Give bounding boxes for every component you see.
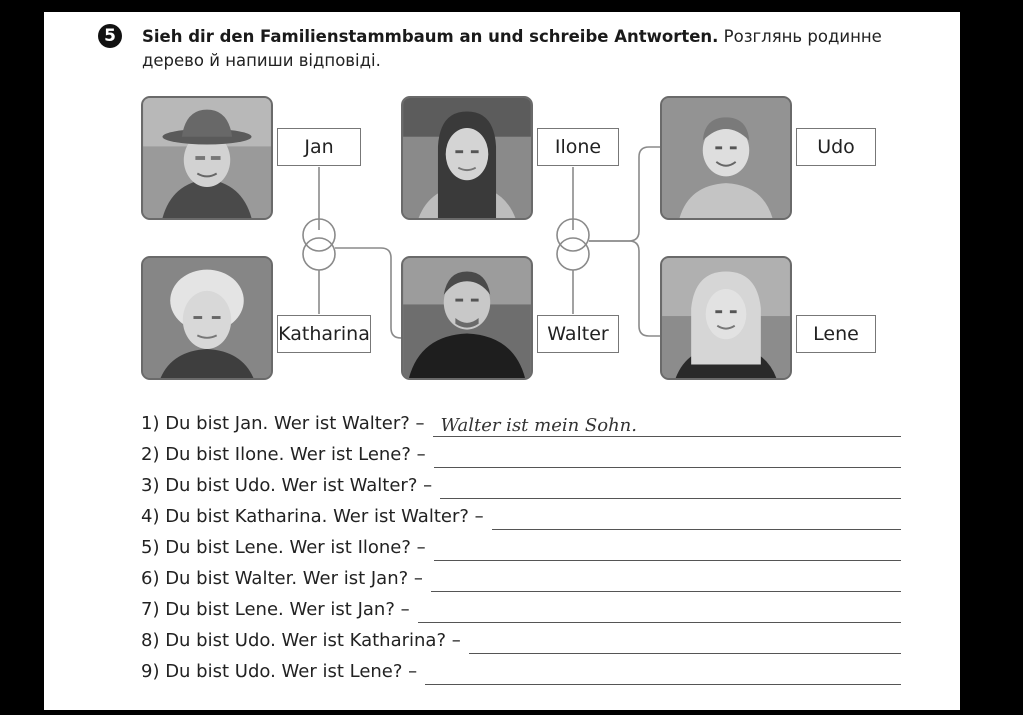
question-row: [141, 654, 901, 685]
answer-line[interactable]: [469, 631, 901, 654]
girl-blonde-image: [662, 258, 790, 378]
task-number-badge: 5: [98, 24, 122, 48]
question-text: 7) Du bist Lene. Wer ist Jan? –: [141, 599, 410, 620]
question-row: [141, 530, 901, 561]
old-man-with-hat-image: [143, 98, 271, 218]
man-dark-sweater-image: [403, 258, 531, 378]
question-text: 9) Du bist Udo. Wer ist Lene? –: [141, 661, 418, 682]
photo-walter: [401, 256, 533, 380]
question-row: [141, 437, 901, 468]
question-list: [141, 406, 901, 685]
name-label-ilone: Ilone: [537, 128, 619, 166]
answer-line[interactable]: [434, 538, 901, 561]
answer-line[interactable]: [440, 476, 901, 499]
handwritten-answer: Walter ist mein Sohn.: [440, 415, 637, 436]
instruction-german: Sieh dir den Familienstammbaum an und schreibe Antworten.: [142, 27, 719, 46]
photo-jan: [141, 96, 273, 220]
question-text: 8) Du bist Udo. Wer ist Katharina? –: [141, 630, 461, 651]
question-row: [141, 406, 901, 437]
name-label-walter: Walter: [537, 315, 619, 353]
photo-katharina: [141, 256, 273, 380]
question-row: [141, 623, 901, 654]
question-text: 2) Du bist Ilone. Wer ist Lene? –: [141, 444, 426, 465]
worksheet-page: [44, 12, 960, 710]
name-label-udo: Udo: [796, 128, 876, 166]
instruction-ukrainian: Розглянь родинне дерево й напиши відповіді.: [142, 27, 882, 70]
answer-line[interactable]: [434, 445, 901, 468]
question-row: [141, 561, 901, 592]
answer-line[interactable]: [431, 569, 901, 592]
photo-lene: [660, 256, 792, 380]
boy-image: [662, 98, 790, 218]
question-text: 4) Du bist Katharina. Wer ist Walter? –: [141, 506, 484, 527]
older-woman-image: [143, 258, 271, 378]
answer-line[interactable]: [433, 414, 901, 437]
name-label-jan: Jan: [277, 128, 361, 166]
question-row: [141, 499, 901, 530]
question-text: 5) Du bist Lene. Wer ist Ilone? –: [141, 537, 426, 558]
answer-line[interactable]: [492, 507, 901, 530]
question-text: 3) Du bist Udo. Wer ist Walter? –: [141, 475, 433, 496]
question-row: [141, 592, 901, 623]
photo-ilone: [401, 96, 533, 220]
question-row: [141, 468, 901, 499]
woman-long-hair-image: [403, 98, 531, 218]
question-text: 1) Du bist Jan. Wer ist Walter? –: [141, 413, 425, 434]
name-label-lene: Lene: [796, 315, 876, 353]
question-text: 6) Du bist Walter. Wer ist Jan? –: [141, 568, 423, 589]
name-label-katharina: Katharina: [277, 315, 371, 353]
answer-line[interactable]: [418, 600, 901, 623]
photo-udo: [660, 96, 792, 220]
answer-line[interactable]: [425, 662, 901, 685]
